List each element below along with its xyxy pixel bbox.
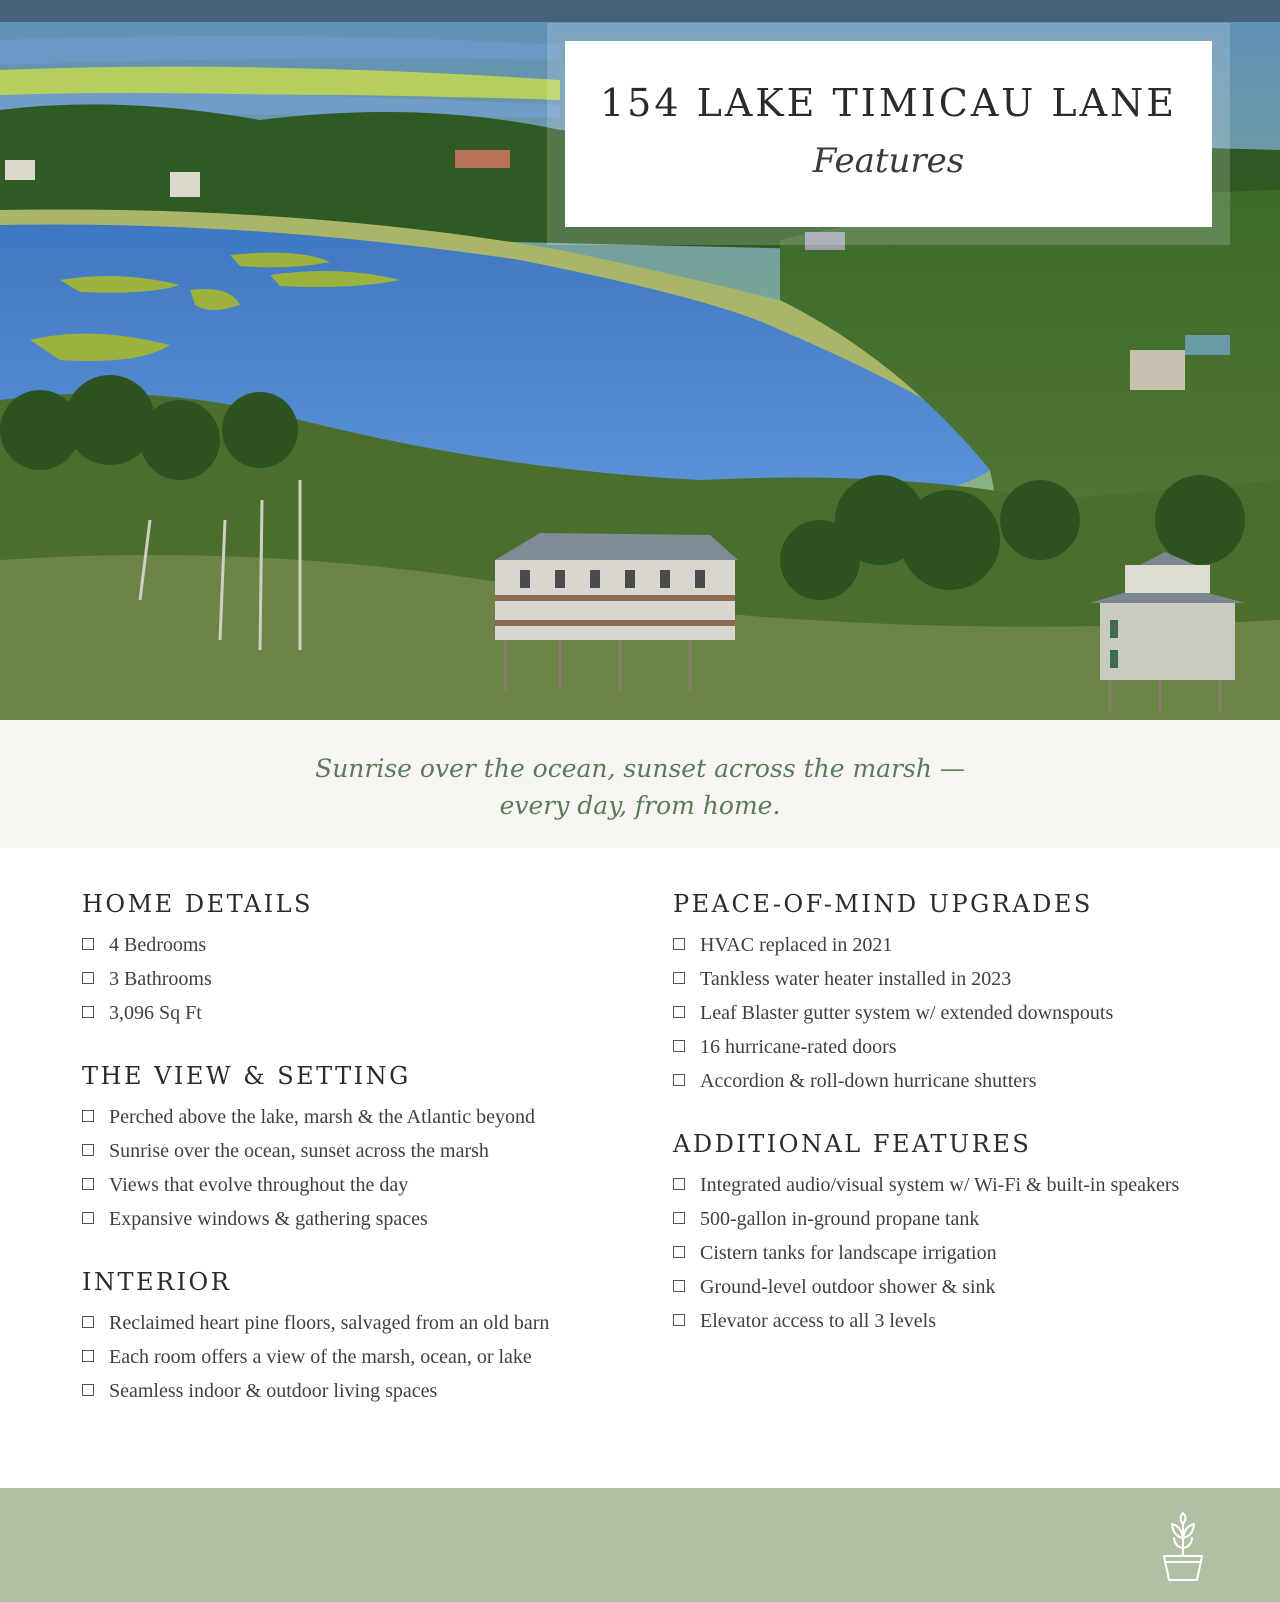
feature-text: Perched above the lake, marsh & the Atlantic beyond xyxy=(109,1106,535,1128)
feature-item xyxy=(673,1034,1213,1060)
checkbox-icon xyxy=(673,1006,685,1018)
right-column xyxy=(673,890,1213,1370)
feature-item xyxy=(82,1172,622,1198)
feature-text: Accordion & roll-down hurricane shutters xyxy=(700,1070,1037,1092)
feature-text: 500-gallon in-ground propane tank xyxy=(700,1208,980,1230)
checkbox-icon xyxy=(673,1314,685,1326)
feature-item xyxy=(673,1206,1213,1232)
feature-text: 4 Bedrooms xyxy=(109,934,207,956)
feature-text: 3 Bathrooms xyxy=(109,968,212,990)
feature-text: HVAC replaced in 2021 xyxy=(700,934,893,956)
checkbox-icon xyxy=(673,938,685,950)
features-area xyxy=(0,848,1280,1488)
left-column xyxy=(82,890,622,1440)
feature-item xyxy=(82,1310,622,1336)
feature-item xyxy=(82,1344,622,1370)
checkbox-icon xyxy=(82,1178,94,1190)
feature-text: Elevator access to all 3 levels xyxy=(700,1310,937,1332)
feature-list xyxy=(82,1104,622,1232)
section-heading: HOME DETAILS xyxy=(82,890,313,918)
checkbox-icon xyxy=(673,1280,685,1292)
feature-item xyxy=(673,1274,1213,1300)
feature-item xyxy=(673,1308,1213,1334)
section-heading: INTERIOR xyxy=(82,1268,232,1296)
feature-item xyxy=(82,1000,622,1026)
checkbox-icon xyxy=(673,972,685,984)
feature-text: Each room offers a view of the marsh, ocean, or lake xyxy=(109,1346,532,1368)
checkbox-icon xyxy=(673,1246,685,1258)
checkbox-icon xyxy=(673,1212,685,1224)
checkbox-icon xyxy=(82,1110,94,1122)
title-card xyxy=(565,41,1212,227)
feature-item xyxy=(82,932,622,958)
checkbox-icon xyxy=(82,1144,94,1156)
section-heading: THE VIEW & SETTING xyxy=(82,1062,411,1090)
checkbox-icon xyxy=(82,1212,94,1224)
feature-item xyxy=(673,1172,1213,1198)
feature-item xyxy=(82,1378,622,1404)
tagline-line-2: every day, from home. xyxy=(499,791,781,820)
feature-text: Seamless indoor & outdoor living spaces xyxy=(109,1380,438,1402)
checkbox-icon xyxy=(673,1074,685,1086)
feature-text: Sunrise over the ocean, sunset across the marsh xyxy=(109,1140,489,1162)
feature-item xyxy=(673,1068,1213,1094)
checkbox-icon xyxy=(82,1350,94,1362)
tagline xyxy=(0,720,1280,824)
section-heading: ADDITIONAL FEATURES xyxy=(673,1130,1032,1158)
section-peace-of-mind-upgrades xyxy=(673,890,1213,1094)
feature-text: Tankless water heater installed in 2023 xyxy=(700,968,1012,990)
feature-list xyxy=(82,1310,622,1404)
footer-band xyxy=(0,1488,1280,1602)
checkbox-icon xyxy=(673,1178,685,1190)
feature-item xyxy=(673,932,1213,958)
feature-item xyxy=(82,1206,622,1232)
checkbox-icon xyxy=(673,1040,685,1052)
checkbox-icon xyxy=(82,1006,94,1018)
feature-list xyxy=(673,1172,1213,1334)
section-heading: PEACE-OF-MIND UPGRADES xyxy=(673,890,1093,918)
checkbox-icon xyxy=(82,972,94,984)
feature-item xyxy=(82,966,622,992)
feature-text: Reclaimed heart pine floors, salvaged from an old barn xyxy=(109,1312,550,1334)
feature-text: Views that evolve throughout the day xyxy=(109,1174,409,1196)
feature-text: Leaf Blaster gutter system w/ extended downspouts xyxy=(700,1002,1114,1024)
feature-list xyxy=(673,932,1213,1094)
checkbox-icon xyxy=(82,1384,94,1396)
property-address: 154 LAKE TIMICAU LANE xyxy=(599,81,1178,125)
section-additional-features xyxy=(673,1130,1213,1334)
tagline-line-1: Sunrise over the ocean, sunset across the marsh — xyxy=(315,754,965,783)
feature-item xyxy=(82,1138,622,1164)
plant-in-pot-icon xyxy=(1162,1512,1204,1582)
section-interior xyxy=(82,1268,622,1404)
section-home-details xyxy=(82,890,622,1026)
feature-item xyxy=(673,966,1213,992)
checkbox-icon xyxy=(82,938,94,950)
feature-item xyxy=(82,1104,622,1130)
section-view-setting xyxy=(82,1062,622,1232)
page-subtitle: Features xyxy=(812,141,965,181)
feature-text: Cistern tanks for landscape irrigation xyxy=(700,1242,997,1264)
checkbox-icon xyxy=(82,1316,94,1328)
feature-text: 3,096 Sq Ft xyxy=(109,1002,202,1024)
hero-aerial-photo xyxy=(0,0,1280,720)
feature-item xyxy=(673,1240,1213,1266)
feature-list xyxy=(82,932,622,1026)
feature-item xyxy=(673,1000,1213,1026)
feature-text: Ground-level outdoor shower & sink xyxy=(700,1276,996,1298)
tagline-band xyxy=(0,720,1280,848)
feature-text: 16 hurricane-rated doors xyxy=(700,1036,897,1058)
feature-text: Integrated audio/visual system w/ Wi-Fi & built-in speakers xyxy=(700,1174,1180,1196)
feature-text: Expansive windows & gathering spaces xyxy=(109,1208,428,1230)
